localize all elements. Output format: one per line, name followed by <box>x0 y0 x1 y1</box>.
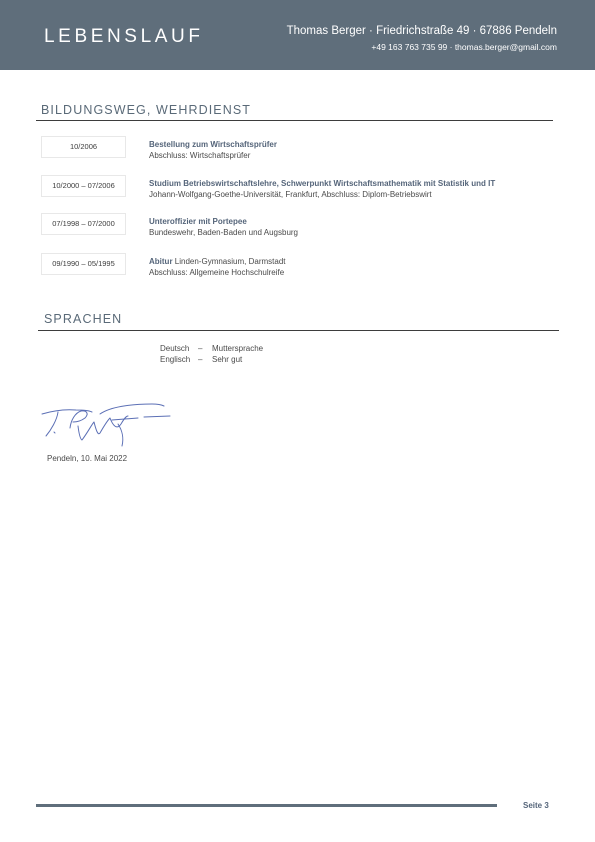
section-title-education: BILDUNGSWEG, WEHRDIENST <box>41 103 252 117</box>
entry-title: Abitur <box>149 257 173 266</box>
language-level: Muttersprache <box>212 344 264 353</box>
contact-name-address: Thomas Berger · Friedrichstraße 49 · 67886 Pendeln <box>286 25 557 37</box>
language-item <box>160 345 263 353</box>
language-level: Sehr gut <box>212 355 243 364</box>
education-entry <box>149 256 286 278</box>
page-number: Seite 3 <box>523 801 549 810</box>
education-entry <box>149 139 277 161</box>
education-entry <box>149 178 495 200</box>
place-date: Pendeln, 10. Mai 2022 <box>47 454 128 463</box>
language-separator: – <box>198 355 203 364</box>
entry-title-suffix: Linden-Gymnasium, Darmstadt <box>172 257 286 266</box>
document-title: LEBENSLAUF <box>44 26 204 47</box>
entry-detail: Abschluss: Wirtschaftsprüfer <box>149 151 251 160</box>
entry-date: 09/1990 – 05/1995 <box>41 253 126 275</box>
entry-title: Studium Betriebswirtschaftslehre, Schwerpunkt Wirtschaftsmathematik mit Statistik und IT <box>149 179 496 188</box>
section-divider <box>38 330 559 331</box>
entry-title: Unteroffizier mit Portepee <box>149 217 247 226</box>
contact-phone-email: +49 163 763 735 99 · thomas.berger@gmail.com <box>371 41 557 52</box>
entry-date: 10/2000 – 07/2006 <box>41 175 126 197</box>
entry-detail: Bundeswehr, Baden-Baden und Augsburg <box>149 228 299 237</box>
entry-date: 07/1998 – 07/2000 <box>41 213 126 235</box>
language-name: Deutsch <box>160 344 190 353</box>
entry-detail: Johann-Wolfgang-Goethe-Universität, Frankfurt, Abschluss: Diplom-Betriebswirt <box>149 190 432 199</box>
entry-date: 10/2006 <box>41 136 126 158</box>
contact-block <box>287 26 557 51</box>
education-entry <box>149 216 298 238</box>
language-item <box>160 356 242 364</box>
section-divider <box>36 120 553 121</box>
footer-bar <box>36 804 497 807</box>
entry-detail: Abschluss: Allgemeine Hochschulreife <box>149 268 285 277</box>
signature-image <box>38 400 178 452</box>
section-title-languages: SPRACHEN <box>44 312 123 326</box>
language-separator: – <box>198 344 203 353</box>
entry-title: Bestellung zum Wirtschaftsprüfer <box>149 140 277 149</box>
header-bar <box>0 0 595 70</box>
language-name: Englisch <box>160 355 191 364</box>
